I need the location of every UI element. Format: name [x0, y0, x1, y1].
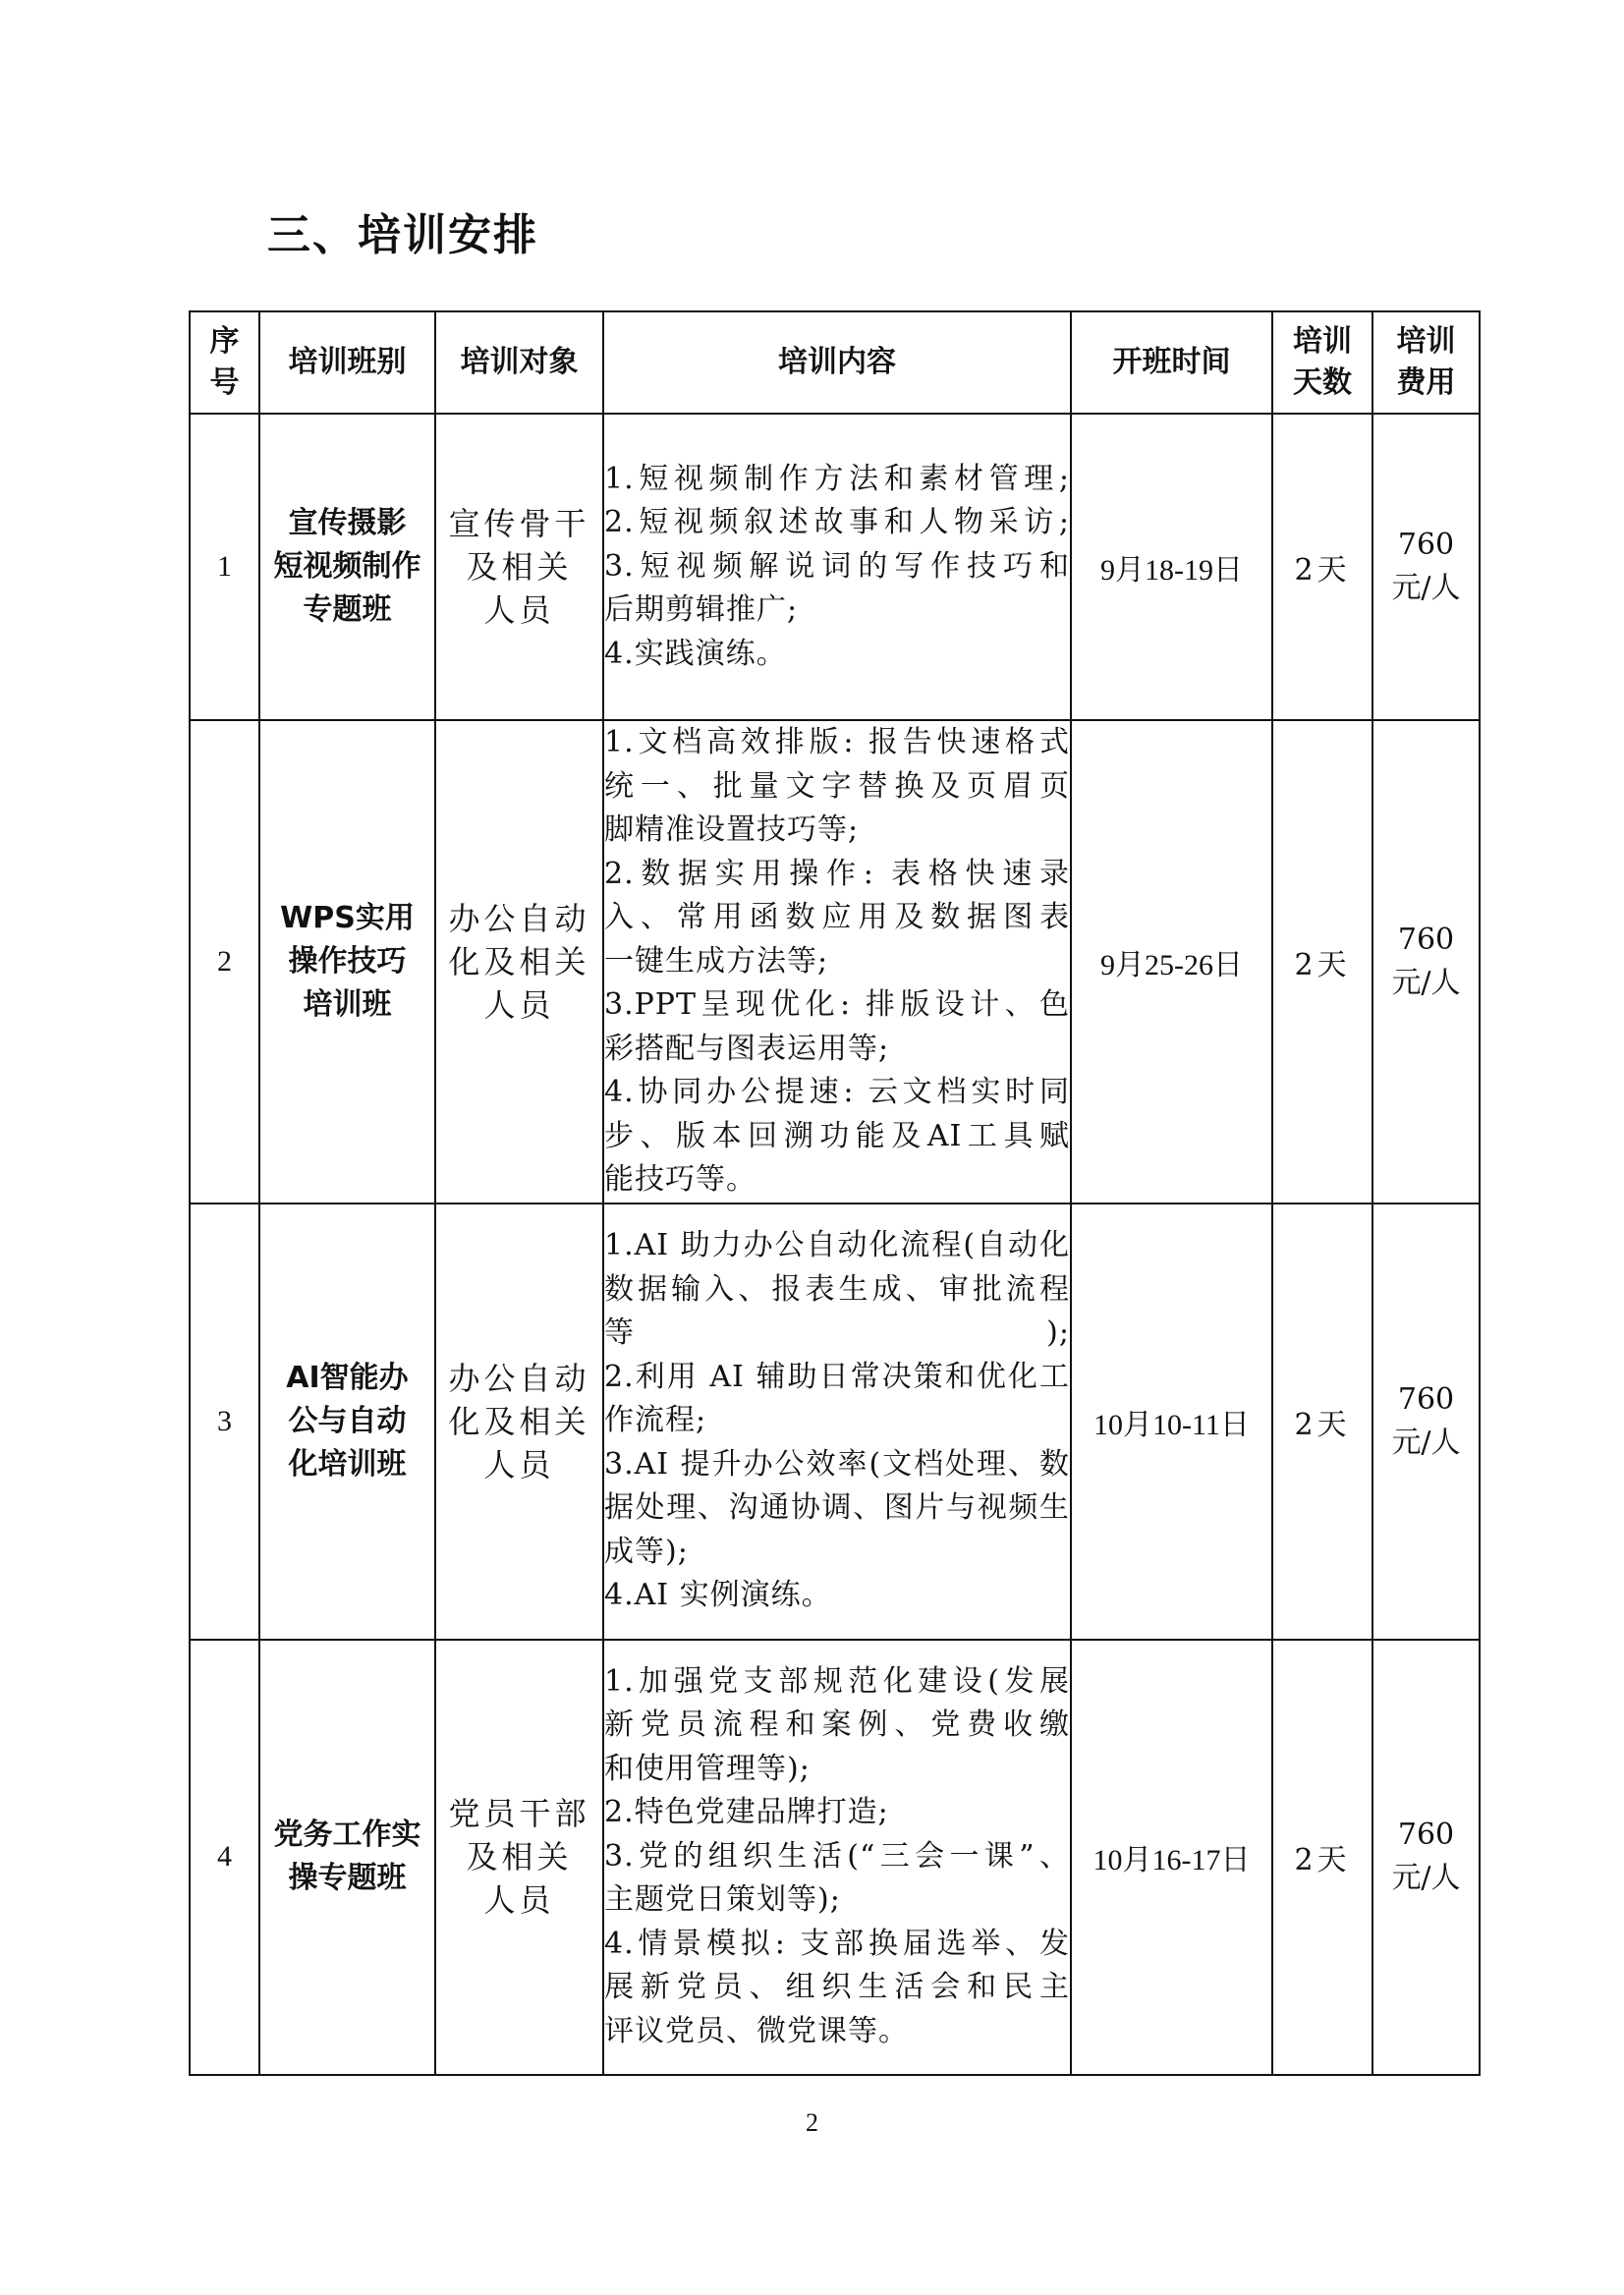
training-schedule-table — [189, 310, 1481, 2076]
row-class-name: WPS实用 操作技巧 培训班 — [259, 720, 435, 1203]
row-fee: 760 元/人 — [1372, 1203, 1480, 1640]
header-fee: 培训 费用 — [1372, 311, 1480, 414]
table-row — [190, 414, 1480, 720]
header-content: 培训内容 — [603, 311, 1071, 414]
row-audience: 办公自动 化及相关 人员 — [435, 1203, 603, 1640]
table-row — [190, 720, 1480, 1203]
row-audience: 党员干部 及相关 人员 — [435, 1640, 603, 2075]
header-class-name: 培训班别 — [259, 311, 435, 414]
row-audience: 宣传骨干 及相关 人员 — [435, 414, 603, 720]
section-title: 三、培训安排 — [267, 210, 538, 260]
row-content: 1.短视频制作方法和素材管理; 2.短视频叙述故事和人物采访; 3.短视频解说词的写作技巧和 后期剪辑推广; 4.实践演练。 — [603, 414, 1071, 720]
row-seq: 1 — [190, 414, 259, 720]
header-days: 培训 天数 — [1272, 311, 1372, 414]
row-start-time: 10月16-17日 — [1071, 1640, 1272, 2075]
row-class-name: AI智能办 公与自动 化培训班 — [259, 1203, 435, 1640]
row-fee: 760 元/人 — [1372, 720, 1480, 1203]
table-row — [190, 1203, 1480, 1640]
row-days: 2天 — [1272, 1640, 1372, 2075]
header-seq: 序 号 — [190, 311, 259, 414]
table-row — [190, 1640, 1480, 2075]
row-fee: 760 元/人 — [1372, 414, 1480, 720]
row-days: 2天 — [1272, 720, 1372, 1203]
header-audience: 培训对象 — [435, 311, 603, 414]
row-content: 1.加强党支部规范化建设(发展 新党员流程和案例、党费收缴 和使用管理等); 2.特色党建品牌打造; 3.党的组织生活(“三会一课”、 主题党日策划等); 4.情景模拟: 支部换届选举、发 展新党员、组织生活会和民主 评议党员、微党课等。 — [603, 1640, 1071, 2075]
row-seq: 4 — [190, 1640, 259, 2075]
row-fee: 760 元/人 — [1372, 1640, 1480, 2075]
row-days: 2天 — [1272, 1203, 1372, 1640]
page-number: 2 — [806, 2108, 818, 2137]
row-audience: 办公自动 化及相关 人员 — [435, 720, 603, 1203]
table-header-row — [190, 311, 1480, 414]
row-seq: 3 — [190, 1203, 259, 1640]
row-start-time: 9月25-26日 — [1071, 720, 1272, 1203]
row-start-time: 10月10-11日 — [1071, 1203, 1272, 1640]
row-class-name: 宣传摄影 短视频制作 专题班 — [259, 414, 435, 720]
row-days: 2天 — [1272, 414, 1372, 720]
row-start-time: 9月18-19日 — [1071, 414, 1272, 720]
row-class-name: 党务工作实 操专题班 — [259, 1640, 435, 2075]
header-start-time: 开班时间 — [1071, 311, 1272, 414]
row-seq: 2 — [190, 720, 259, 1203]
row-content: 1.AI 助力办公自动化流程(自动化 数据输入、报表生成、审批流程等); 2.利用 AI 辅助日常决策和优化工 作流程; 3.AI 提升办公效率(文档处理、数 据处理、沟通协调、图片与视频生 成等); 4.AI 实例演练。 — [603, 1203, 1071, 1640]
row-content: 1.文档高效排版: 报告快速格式 统一、批量文字替换及页眉页 脚精准设置技巧等; 2.数据实用操作: 表格快速录 入、常用函数应用及数据图表 一键生成方法等; 3.PPT呈现优化: 排版设计、色 彩搭配与图表运用等; 4.协同办公提速: 云文档实时同 步、版本回溯功能及AI工具赋 能技巧等。 — [603, 720, 1071, 1203]
